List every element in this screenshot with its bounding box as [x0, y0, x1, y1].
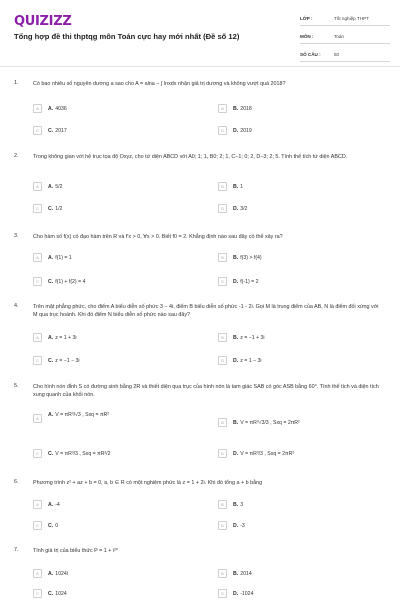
option-text: 1/2	[55, 205, 63, 212]
question-text: Cho hàm số f(x) có đạo hàm trên R và f′x > 0, ∀x > 0. Biết f0 = 2. Khẳng định nào sau đây có thể xảy ra?	[33, 234, 283, 240]
question-number: 4.	[14, 303, 19, 309]
option-text: 2017	[55, 127, 67, 134]
option-letter: C.	[48, 590, 54, 597]
option-letter: C.	[48, 522, 54, 529]
option-d[interactable]	[218, 521, 245, 530]
option-c[interactable]	[33, 356, 80, 365]
option-box[interactable]: C	[33, 204, 42, 213]
option-text: z = 1 + 3i	[55, 334, 77, 341]
option-text: z = −1 − 3i	[55, 357, 80, 364]
option-text: f(-1) = 2	[240, 278, 259, 285]
option-b[interactable]	[218, 333, 265, 342]
option-text: z = 1 − 3i	[240, 357, 262, 364]
option-text: V = πR³√3/3 , Sxq = 2πR²	[240, 419, 300, 426]
option-letter: C.	[48, 278, 54, 285]
option-d[interactable]	[218, 356, 262, 365]
option-a[interactable]	[33, 407, 109, 423]
option-text: V = πR³/3 , Sxq = πR²/2	[55, 450, 111, 457]
option-letter: A.	[48, 570, 54, 577]
option-text: 3/2	[240, 205, 248, 212]
option-b[interactable]	[218, 569, 252, 578]
meta-value: 50	[334, 51, 340, 57]
option-letter: A.	[48, 254, 54, 261]
option-letter: C.	[48, 127, 54, 134]
option-letter: D.	[233, 450, 239, 457]
option-letter: B.	[233, 334, 239, 341]
option-letter: A.	[48, 105, 54, 112]
option-box[interactable]: D	[218, 356, 227, 365]
meta-key: MÔN :	[300, 33, 314, 39]
option-box[interactable]: B	[218, 253, 227, 262]
option-b[interactable]	[218, 500, 243, 509]
option-box[interactable]: B	[218, 418, 227, 427]
option-letter: B.	[233, 105, 239, 112]
option-letter: C.	[48, 205, 54, 212]
option-b[interactable]	[218, 104, 252, 113]
option-text: z = −1 + 3i	[240, 334, 265, 341]
option-box[interactable]: C	[33, 449, 42, 458]
option-box[interactable]: A	[33, 253, 42, 262]
option-letter: B.	[233, 254, 239, 261]
option-text: 3	[240, 501, 244, 508]
option-text: f(1) = 1	[55, 254, 72, 261]
option-box[interactable]: C	[33, 126, 42, 135]
option-d[interactable]	[218, 204, 247, 213]
option-box[interactable]: A	[33, 182, 42, 191]
option-box[interactable]: A	[33, 333, 42, 342]
option-box[interactable]: C	[33, 521, 42, 530]
option-letter: D.	[233, 278, 239, 285]
option-letter: A.	[48, 334, 54, 341]
option-letter: B.	[233, 419, 239, 426]
option-box[interactable]: D	[218, 126, 227, 135]
option-text: f(3) > f(4)	[240, 254, 262, 261]
option-a[interactable]	[33, 333, 77, 342]
question-number: 5.	[14, 383, 19, 389]
meta-key: SỐ CÂU :	[300, 51, 321, 57]
question-number: 2.	[14, 153, 19, 159]
question-number: 6.	[14, 479, 19, 485]
option-text: -3	[240, 522, 245, 529]
option-c[interactable]	[33, 521, 58, 530]
option-box[interactable]: C	[33, 356, 42, 365]
question-text: Phương trình z² + az + b = 0, a, b ∈ R có một nghiệm phức là z = 1 + 2i. Khi đó tổng a + b bằng	[33, 480, 263, 486]
option-box[interactable]: D	[218, 204, 227, 213]
option-box[interactable]: A	[33, 500, 42, 509]
page-title: Tổng hợp đề thi thptqg môn Toán cực hay mới nhất (Đề số 12)	[14, 32, 240, 41]
option-text: 5/2	[55, 183, 63, 190]
option-d[interactable]	[218, 589, 253, 598]
option-box[interactable]: A	[33, 414, 42, 423]
option-letter: B.	[233, 501, 239, 508]
option-text: 2019	[240, 127, 252, 134]
meta-row-grade	[300, 11, 390, 26]
option-text: 1024	[55, 590, 67, 597]
option-c[interactable]	[33, 589, 67, 598]
option-d[interactable]	[218, 277, 259, 286]
option-box[interactable]: B	[218, 104, 227, 113]
option-letter: D.	[233, 127, 239, 134]
option-d[interactable]	[218, 449, 294, 458]
option-letter: C.	[48, 357, 54, 364]
option-b[interactable]	[218, 182, 243, 191]
meta-value: Toán	[334, 33, 344, 39]
option-letter: D.	[233, 590, 239, 597]
header-divider	[0, 66, 400, 67]
option-box[interactable]: C	[33, 277, 42, 286]
option-box[interactable]: D	[218, 589, 227, 598]
option-text: 0	[55, 522, 59, 529]
quizizz-logo: QUIZIZZ	[14, 14, 72, 29]
option-text: -4	[55, 501, 60, 508]
option-letter: D.	[233, 205, 239, 212]
option-box[interactable]: D	[218, 449, 227, 458]
option-letter: D.	[233, 357, 239, 364]
question-text: Trong không gian với hệ trục tọa độ Oxyz, cho tứ diện ABCD với A0; 1; 1, B0; 2; 1, C−1; 0; 2, D−3; 2; 5. Tính thể tích tứ diện ABCD.	[33, 154, 348, 160]
option-c[interactable]	[33, 126, 67, 135]
option-a[interactable]	[33, 500, 60, 509]
meta-value: Tốt nghiệp THPT	[334, 15, 369, 21]
option-box[interactable]: B	[218, 569, 227, 578]
option-text: 1	[240, 183, 244, 190]
option-box[interactable]: B	[218, 333, 227, 342]
option-a[interactable]	[33, 182, 62, 191]
option-letter: B.	[233, 570, 239, 577]
option-b[interactable]	[218, 418, 300, 427]
option-letter: D.	[233, 522, 239, 529]
meta-panel	[300, 11, 390, 65]
option-text: 1024i	[55, 570, 68, 577]
question-text: Cho hình nón đỉnh S có đường sinh bằng 2R và thiết diện qua trục của hình nón là tam giác SAB có góc ASB bằng 60°. Tính thể tích và diện tích xung quanh của khối nón.	[33, 384, 379, 399]
option-text: 4036	[55, 105, 67, 112]
option-box[interactable]: A	[33, 569, 42, 578]
meta-row-subject	[300, 29, 390, 44]
meta-row-count	[300, 47, 390, 62]
option-text: V = πR³/√3 , Sxq = πR²	[55, 412, 110, 418]
option-letter: B.	[233, 183, 239, 190]
option-box[interactable]: A	[33, 104, 42, 113]
meta-key: LỚP :	[300, 15, 313, 21]
option-text: 2018	[240, 105, 252, 112]
header	[0, 0, 400, 66]
option-text: V = πR³/3 , Sxq = 2πR²	[240, 450, 295, 457]
option-letter: C.	[48, 450, 54, 457]
option-letter: A.	[48, 412, 54, 418]
option-a[interactable]	[33, 253, 72, 262]
option-c[interactable]	[33, 449, 111, 458]
option-letter: A.	[48, 183, 54, 190]
question-text: Tính giá trị của biểu thức P = 1 + i²⁰	[33, 548, 119, 554]
option-c[interactable]	[33, 277, 85, 286]
question-text: Trên mặt phẳng phức, cho điểm A biểu diễn số phức 3 − 4i, điểm B biểu diễn số phức -1 - 2i. Gọi M là trung điểm của AB, N là điểm đối xứng với M qua trục hoành. Khi đó điểm N biểu diễn số phức nào sau đây?	[33, 304, 379, 319]
question-text: Có bao nhiêu số nguyên dương a sao cho A = alna − ∫ lnxdx nhận giá trị dương và không vượt quá 2018?	[33, 81, 286, 87]
option-box[interactable]: B	[218, 182, 227, 191]
option-d[interactable]	[218, 126, 252, 135]
option-a[interactable]	[33, 569, 68, 578]
option-box[interactable]: D	[218, 277, 227, 286]
option-box[interactable]: D	[218, 521, 227, 530]
option-letter: A.	[48, 501, 54, 508]
option-b[interactable]	[218, 253, 262, 262]
option-box[interactable]: B	[218, 500, 227, 509]
option-text: f(1) + f(2) = 4	[55, 278, 86, 285]
option-text: 2014	[240, 570, 252, 577]
question-number: 3.	[14, 233, 19, 239]
option-box[interactable]: C	[33, 589, 42, 598]
question-number: 7.	[14, 547, 19, 553]
question-number: 1.	[14, 80, 19, 86]
option-text: -1024	[240, 590, 254, 597]
option-a[interactable]	[33, 104, 67, 113]
option-c[interactable]	[33, 204, 62, 213]
